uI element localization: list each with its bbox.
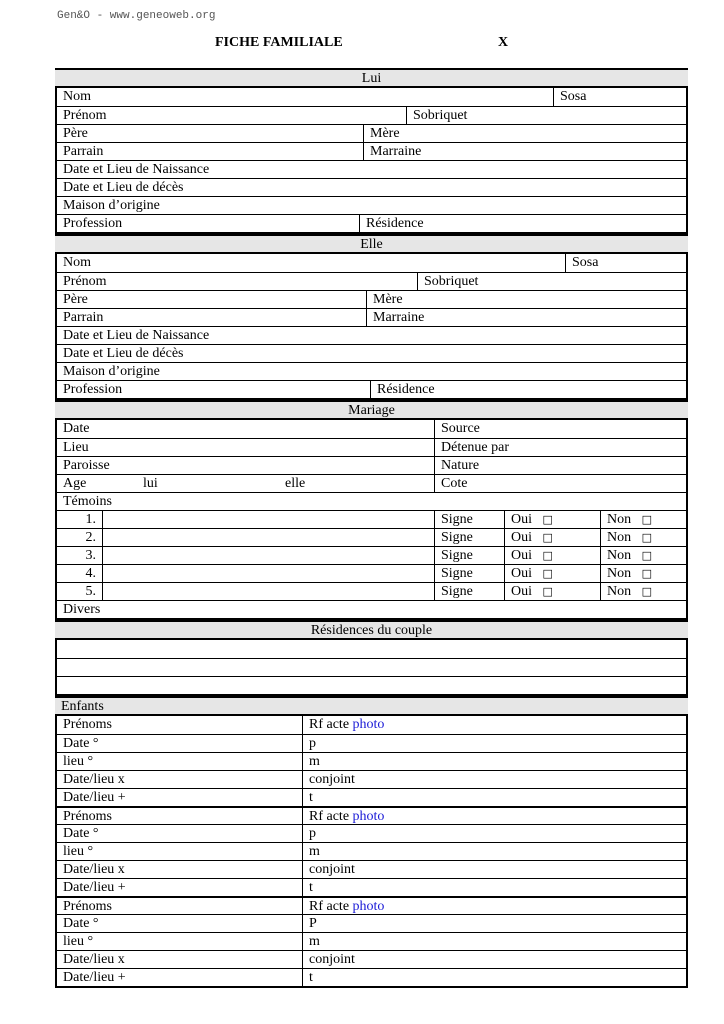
child-row-deces bbox=[57, 788, 686, 806]
child-m-field[interactable]: m bbox=[302, 843, 686, 860]
lui-pere-field[interactable]: Père bbox=[63, 126, 88, 141]
elle-row-maison bbox=[57, 362, 686, 380]
witness-row bbox=[57, 546, 686, 564]
child-dateplus-field[interactable]: Date/lieu + bbox=[63, 880, 126, 895]
elle-residence-field[interactable]: Résidence bbox=[370, 381, 686, 398]
child-date-field[interactable]: Date ° bbox=[63, 916, 99, 931]
section-mariage: Mariage bbox=[55, 400, 688, 418]
family-sheet bbox=[55, 68, 688, 988]
child-m-field[interactable]: m bbox=[302, 753, 686, 770]
non-checkbox-icon[interactable]: □ bbox=[641, 585, 653, 598]
child-row-lieu bbox=[57, 752, 686, 770]
mariage-age-lui-field[interactable]: lui bbox=[143, 476, 158, 491]
child-row-date bbox=[57, 734, 686, 752]
elle-prenom-field[interactable]: Prénom bbox=[63, 274, 107, 289]
mariage-nature-field[interactable]: Nature bbox=[434, 457, 686, 474]
elle-sobriquet-field[interactable]: Sobriquet bbox=[417, 273, 686, 290]
child-row-date bbox=[57, 914, 686, 932]
elle-row-prenom bbox=[57, 272, 686, 290]
child-row-prenoms bbox=[57, 896, 686, 914]
section-residences: Résidences du couple bbox=[55, 620, 688, 638]
elle-sosa-field[interactable]: Sosa bbox=[565, 254, 686, 272]
non-checkbox-icon[interactable]: □ bbox=[641, 531, 653, 544]
lui-row-profession bbox=[57, 214, 686, 232]
mariage-temoins-label: Témoins bbox=[63, 494, 112, 509]
elle-mere-field[interactable]: Mère bbox=[366, 291, 686, 308]
lui-row-pere bbox=[57, 124, 686, 142]
child-prenoms-field[interactable]: Prénoms bbox=[63, 809, 112, 824]
lui-deces-field[interactable]: Date et Lieu de décès bbox=[63, 180, 184, 195]
mariage-divers-field[interactable]: Divers bbox=[63, 602, 101, 617]
witness-number: 2. bbox=[85, 530, 96, 545]
lui-row-deces bbox=[57, 178, 686, 196]
elle-naissance-field[interactable]: Date et Lieu de Naissance bbox=[63, 328, 210, 343]
elle-pere-field[interactable]: Père bbox=[63, 292, 88, 307]
oui-label: Oui bbox=[511, 548, 532, 563]
elle-maison-field[interactable]: Maison d’origine bbox=[63, 364, 160, 379]
non-label: Non bbox=[607, 566, 632, 581]
child-row-mariage bbox=[57, 860, 686, 878]
elle-row-pere bbox=[57, 290, 686, 308]
lui-profession-field[interactable]: Profession bbox=[63, 216, 123, 231]
residence-line-field[interactable] bbox=[57, 640, 686, 658]
residence-line-field[interactable] bbox=[57, 658, 686, 676]
oui-checkbox-icon[interactable]: □ bbox=[542, 549, 553, 562]
mariage-row-temoins bbox=[57, 492, 686, 510]
lui-parrain-field[interactable]: Parrain bbox=[63, 144, 104, 159]
child-p-field[interactable]: P bbox=[302, 915, 686, 932]
oui-label: Oui bbox=[511, 584, 532, 599]
child-dateplus-field[interactable]: Date/lieu + bbox=[63, 790, 126, 805]
non-checkbox-icon[interactable]: □ bbox=[641, 567, 653, 580]
witness-number: 3. bbox=[85, 548, 96, 563]
child-row-mariage bbox=[57, 950, 686, 968]
child-t-field[interactable]: t bbox=[302, 879, 686, 896]
child-row-deces bbox=[57, 968, 686, 986]
witness-name-field[interactable] bbox=[102, 547, 434, 564]
lui-row-prenom bbox=[57, 106, 686, 124]
child-prenoms-field[interactable]: Prénoms bbox=[63, 717, 112, 732]
child-lieu-field[interactable]: lieu ° bbox=[63, 934, 94, 949]
witness-number: 4. bbox=[85, 566, 96, 581]
witness-signe-label: Signe bbox=[434, 547, 504, 564]
child-datex-field[interactable]: Date/lieu x bbox=[63, 952, 125, 967]
witness-number: 5. bbox=[85, 584, 96, 599]
lui-row-nom bbox=[57, 88, 686, 106]
mariage-row-lieu bbox=[57, 438, 686, 456]
witness-name-field[interactable] bbox=[102, 511, 434, 528]
non-label: Non bbox=[607, 548, 632, 563]
witness-name-field[interactable] bbox=[102, 529, 434, 546]
photo-link[interactable]: photo bbox=[352, 899, 385, 914]
child-conjoint-field[interactable]: conjoint bbox=[302, 861, 686, 878]
witness-row bbox=[57, 528, 686, 546]
child-rf-acte-field[interactable] bbox=[302, 808, 686, 824]
elle-parrain-field[interactable]: Parrain bbox=[63, 310, 104, 325]
photo-link[interactable]: photo bbox=[352, 717, 385, 732]
oui-label: Oui bbox=[511, 530, 532, 545]
residence-line-field[interactable] bbox=[57, 676, 686, 694]
non-label: Non bbox=[607, 512, 632, 527]
witness-signe-label: Signe bbox=[434, 529, 504, 546]
mariage-lieu-field[interactable]: Lieu bbox=[63, 440, 89, 455]
mariage-age-elle-field[interactable]: elle bbox=[285, 476, 306, 491]
rf-acte-label: Rf acte bbox=[309, 809, 353, 824]
mariage-source-field[interactable]: Source bbox=[434, 420, 686, 438]
mariage-row-age bbox=[57, 474, 686, 492]
elle-profession-field[interactable]: Profession bbox=[63, 382, 123, 397]
child-conjoint-field[interactable]: conjoint bbox=[302, 771, 686, 788]
rf-acte-label: Rf acte bbox=[309, 899, 353, 914]
lui-nom-field[interactable]: Nom bbox=[63, 89, 91, 104]
child-p-field[interactable]: p bbox=[302, 825, 686, 842]
elle-row-profession bbox=[57, 380, 686, 398]
witness-row bbox=[57, 564, 686, 582]
child-datex-field[interactable]: Date/lieu x bbox=[63, 862, 125, 877]
oui-checkbox-icon[interactable]: □ bbox=[542, 585, 553, 598]
child-p-field[interactable]: p bbox=[302, 735, 686, 752]
child-t-field[interactable]: t bbox=[302, 969, 686, 986]
rf-acte-label: Rf acte bbox=[309, 717, 353, 732]
oui-checkbox-icon[interactable]: □ bbox=[542, 567, 553, 580]
child-date-field[interactable]: Date ° bbox=[63, 826, 99, 841]
lui-marraine-field[interactable]: Marraine bbox=[363, 143, 686, 160]
elle-nom-field[interactable]: Nom bbox=[63, 255, 91, 270]
mariage-row-date bbox=[57, 420, 686, 438]
witness-row bbox=[57, 582, 686, 600]
enfants-group bbox=[55, 714, 688, 988]
mariage-row-paroisse bbox=[57, 456, 686, 474]
elle-row-naissance bbox=[57, 326, 686, 344]
section-enfants: Enfants bbox=[55, 696, 688, 714]
child-row-deces bbox=[57, 878, 686, 896]
mariage-group bbox=[55, 418, 688, 620]
non-checkbox-icon[interactable]: □ bbox=[641, 513, 653, 526]
child-date-field[interactable]: Date ° bbox=[63, 736, 99, 751]
non-checkbox-icon[interactable]: □ bbox=[641, 549, 653, 562]
site-header: Gen&O - www.geneoweb.org bbox=[57, 10, 216, 22]
child-rf-acte-field[interactable] bbox=[302, 716, 686, 734]
mariage-date-field[interactable]: Date bbox=[63, 421, 90, 436]
oui-checkbox-icon[interactable]: □ bbox=[542, 531, 553, 544]
child-t-field[interactable]: t bbox=[302, 789, 686, 806]
child-row-prenoms bbox=[57, 716, 686, 734]
child-conjoint-field[interactable]: conjoint bbox=[302, 951, 686, 968]
child-row-lieu bbox=[57, 932, 686, 950]
elle-row-parrain bbox=[57, 308, 686, 326]
non-label: Non bbox=[607, 530, 632, 545]
child-rf-acte-field[interactable] bbox=[302, 898, 686, 914]
child-row-prenoms bbox=[57, 806, 686, 824]
mariage-row-divers bbox=[57, 600, 686, 618]
elle-deces-field[interactable]: Date et Lieu de décès bbox=[63, 346, 184, 361]
witness-signe-label: Signe bbox=[434, 511, 504, 528]
lui-prenom-field[interactable]: Prénom bbox=[63, 108, 107, 123]
lui-row-maison bbox=[57, 196, 686, 214]
witness-name-field[interactable] bbox=[102, 565, 434, 582]
witness-signe-label: Signe bbox=[434, 565, 504, 582]
lui-naissance-field[interactable]: Date et Lieu de Naissance bbox=[63, 162, 210, 177]
witness-name-field[interactable] bbox=[102, 583, 434, 600]
child-dateplus-field[interactable]: Date/lieu + bbox=[63, 970, 126, 985]
lui-sobriquet-field[interactable]: Sobriquet bbox=[406, 107, 686, 124]
elle-group bbox=[55, 252, 688, 400]
non-label: Non bbox=[607, 584, 632, 599]
oui-label: Oui bbox=[511, 512, 532, 527]
mariage-paroisse-field[interactable]: Paroisse bbox=[63, 458, 110, 473]
witness-number: 1. bbox=[85, 512, 96, 527]
mariage-cote-field[interactable]: Cote bbox=[434, 475, 686, 492]
child-lieu-field[interactable]: lieu ° bbox=[63, 754, 94, 769]
elle-marraine-field[interactable]: Marraine bbox=[366, 309, 686, 326]
lui-maison-field[interactable]: Maison d’origine bbox=[63, 198, 160, 213]
lui-sosa-field[interactable]: Sosa bbox=[553, 88, 686, 106]
lui-mere-field[interactable]: Mère bbox=[363, 125, 686, 142]
lui-group bbox=[55, 86, 688, 234]
elle-row-deces bbox=[57, 344, 686, 362]
lui-residence-field[interactable]: Résidence bbox=[359, 215, 686, 232]
elle-row-nom bbox=[57, 254, 686, 272]
child-row-lieu bbox=[57, 842, 686, 860]
lui-row-parrain bbox=[57, 142, 686, 160]
mariage-age-label: Age bbox=[63, 476, 87, 491]
oui-checkbox-icon[interactable]: □ bbox=[542, 513, 553, 526]
lui-row-naissance bbox=[57, 160, 686, 178]
mariage-detenue-field[interactable]: Détenue par bbox=[434, 439, 686, 456]
witness-row bbox=[57, 510, 686, 528]
section-elle: Elle bbox=[55, 234, 688, 252]
child-datex-field[interactable]: Date/lieu x bbox=[63, 772, 125, 787]
section-lui: Lui bbox=[55, 68, 688, 86]
title-mark: X bbox=[498, 35, 509, 50]
child-m-field[interactable]: m bbox=[302, 933, 686, 950]
child-row-date bbox=[57, 824, 686, 842]
oui-label: Oui bbox=[511, 566, 532, 581]
witness-signe-label: Signe bbox=[434, 583, 504, 600]
residences-group bbox=[55, 638, 688, 696]
child-lieu-field[interactable]: lieu ° bbox=[63, 844, 94, 859]
child-row-mariage bbox=[57, 770, 686, 788]
photo-link[interactable]: photo bbox=[352, 809, 385, 824]
page-title: FICHE FAMILIALE bbox=[215, 35, 343, 50]
child-prenoms-field[interactable]: Prénoms bbox=[63, 899, 112, 914]
